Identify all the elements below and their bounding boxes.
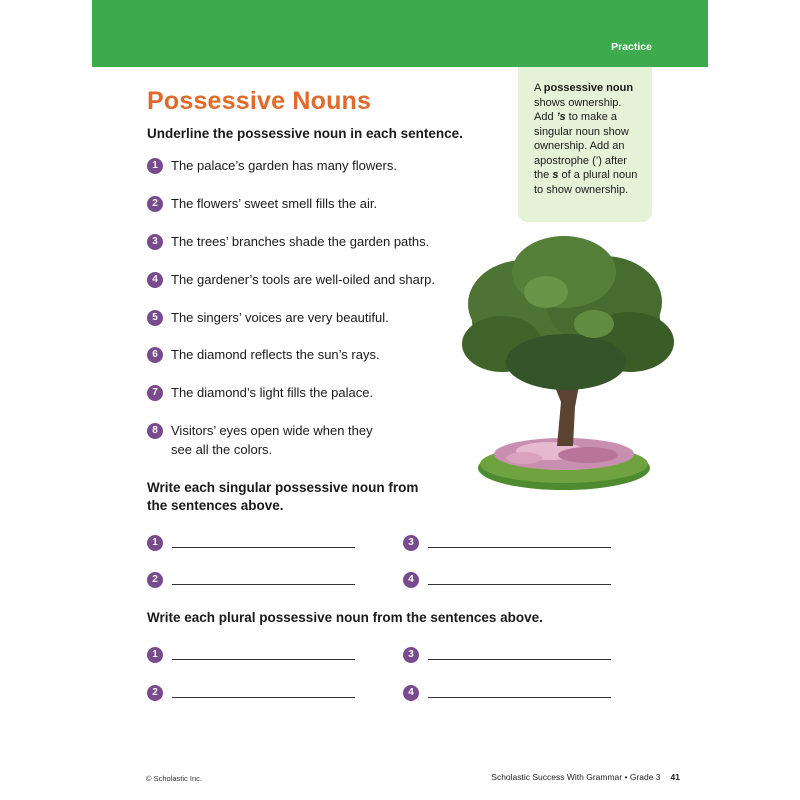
copyright-text: © Scholastic Inc.	[146, 774, 202, 783]
answer-number: 3	[403, 535, 419, 551]
sentence-text[interactable]: The diamond reflects the sun’s rays.	[171, 347, 380, 362]
answer-number: 3	[403, 647, 419, 663]
tip-text-4: of a plural noun to show ownership.	[534, 169, 638, 196]
underline-instruction: Underline the possessive noun in each sentence.	[147, 126, 463, 141]
answer-number: 4	[403, 572, 419, 588]
singular-instruction	[147, 479, 418, 515]
sentence-text[interactable]: The diamond’s light fills the palace.	[171, 385, 374, 400]
sentence-number: 2	[147, 196, 163, 212]
header-bar	[92, 0, 708, 67]
tip-term: possessive noun	[543, 82, 634, 94]
singular-instruction-line1: Write each singular possessive noun from	[147, 480, 419, 495]
tip-apostrophe-s: ’s	[556, 111, 566, 123]
sentence-number: 3	[147, 234, 163, 250]
practice-label: Practice	[611, 41, 652, 53]
page-number: 41	[670, 772, 680, 782]
singular-answer-line-4[interactable]	[428, 584, 611, 585]
answer-number: 1	[147, 647, 163, 663]
plural-instruction: Write each plural possessive noun from the sentences above.	[147, 610, 543, 625]
plural-answer-line-1[interactable]	[172, 659, 355, 660]
sentence-number: 5	[147, 310, 163, 326]
tip-text-1: A	[534, 82, 544, 94]
answer-number: 2	[147, 572, 163, 588]
sentence-number: 8	[147, 423, 163, 439]
answer-number: 4	[403, 685, 419, 701]
plural-answer-line-2[interactable]	[172, 697, 355, 698]
worksheet-page	[92, 0, 708, 800]
sentence-number: 6	[147, 347, 163, 363]
sentence-text[interactable]: The palace’s garden has many flowers.	[171, 158, 397, 173]
tip-letter-s: s	[552, 169, 559, 181]
tip-text-2: shows ownership. Add	[534, 96, 622, 123]
plural-answer-line-4[interactable]	[428, 697, 611, 698]
plural-answer-line-3[interactable]	[428, 659, 611, 660]
singular-answer-line-1[interactable]	[172, 547, 355, 548]
sentence-number: 4	[147, 272, 163, 288]
footer-book-info	[491, 772, 680, 782]
sentence-text[interactable]: The gardener’s tools are well-oiled and sharp.	[171, 272, 436, 287]
sentence-number: 1	[147, 158, 163, 174]
singular-answer-line-3[interactable]	[428, 547, 611, 548]
sentence-text[interactable]: The trees’ branches shade the garden paths.	[171, 234, 430, 249]
sentence-number: 7	[147, 385, 163, 401]
page-title: Possessive Nouns	[147, 87, 372, 115]
sentence-text-continued[interactable]: see all the colors.	[171, 442, 273, 457]
singular-answer-line-2[interactable]	[172, 584, 355, 585]
sentence-text[interactable]: Visitors’ eyes open wide when they	[171, 423, 373, 438]
tip-box	[518, 67, 652, 222]
tip-text-3: to make a singular noun show ownership. Add an apostrophe (’) after the	[534, 111, 629, 181]
book-title: Scholastic Success With Grammar • Grade 3	[491, 772, 661, 782]
sentence-text[interactable]: The flowers’ sweet smell fills the air.	[171, 196, 378, 211]
answer-number: 1	[147, 535, 163, 551]
answer-number: 2	[147, 685, 163, 701]
singular-instruction-line2: the sentences above.	[147, 498, 284, 513]
sentence-text[interactable]: The singers’ voices are very beautiful.	[171, 310, 389, 325]
tree-illustration	[454, 232, 682, 494]
